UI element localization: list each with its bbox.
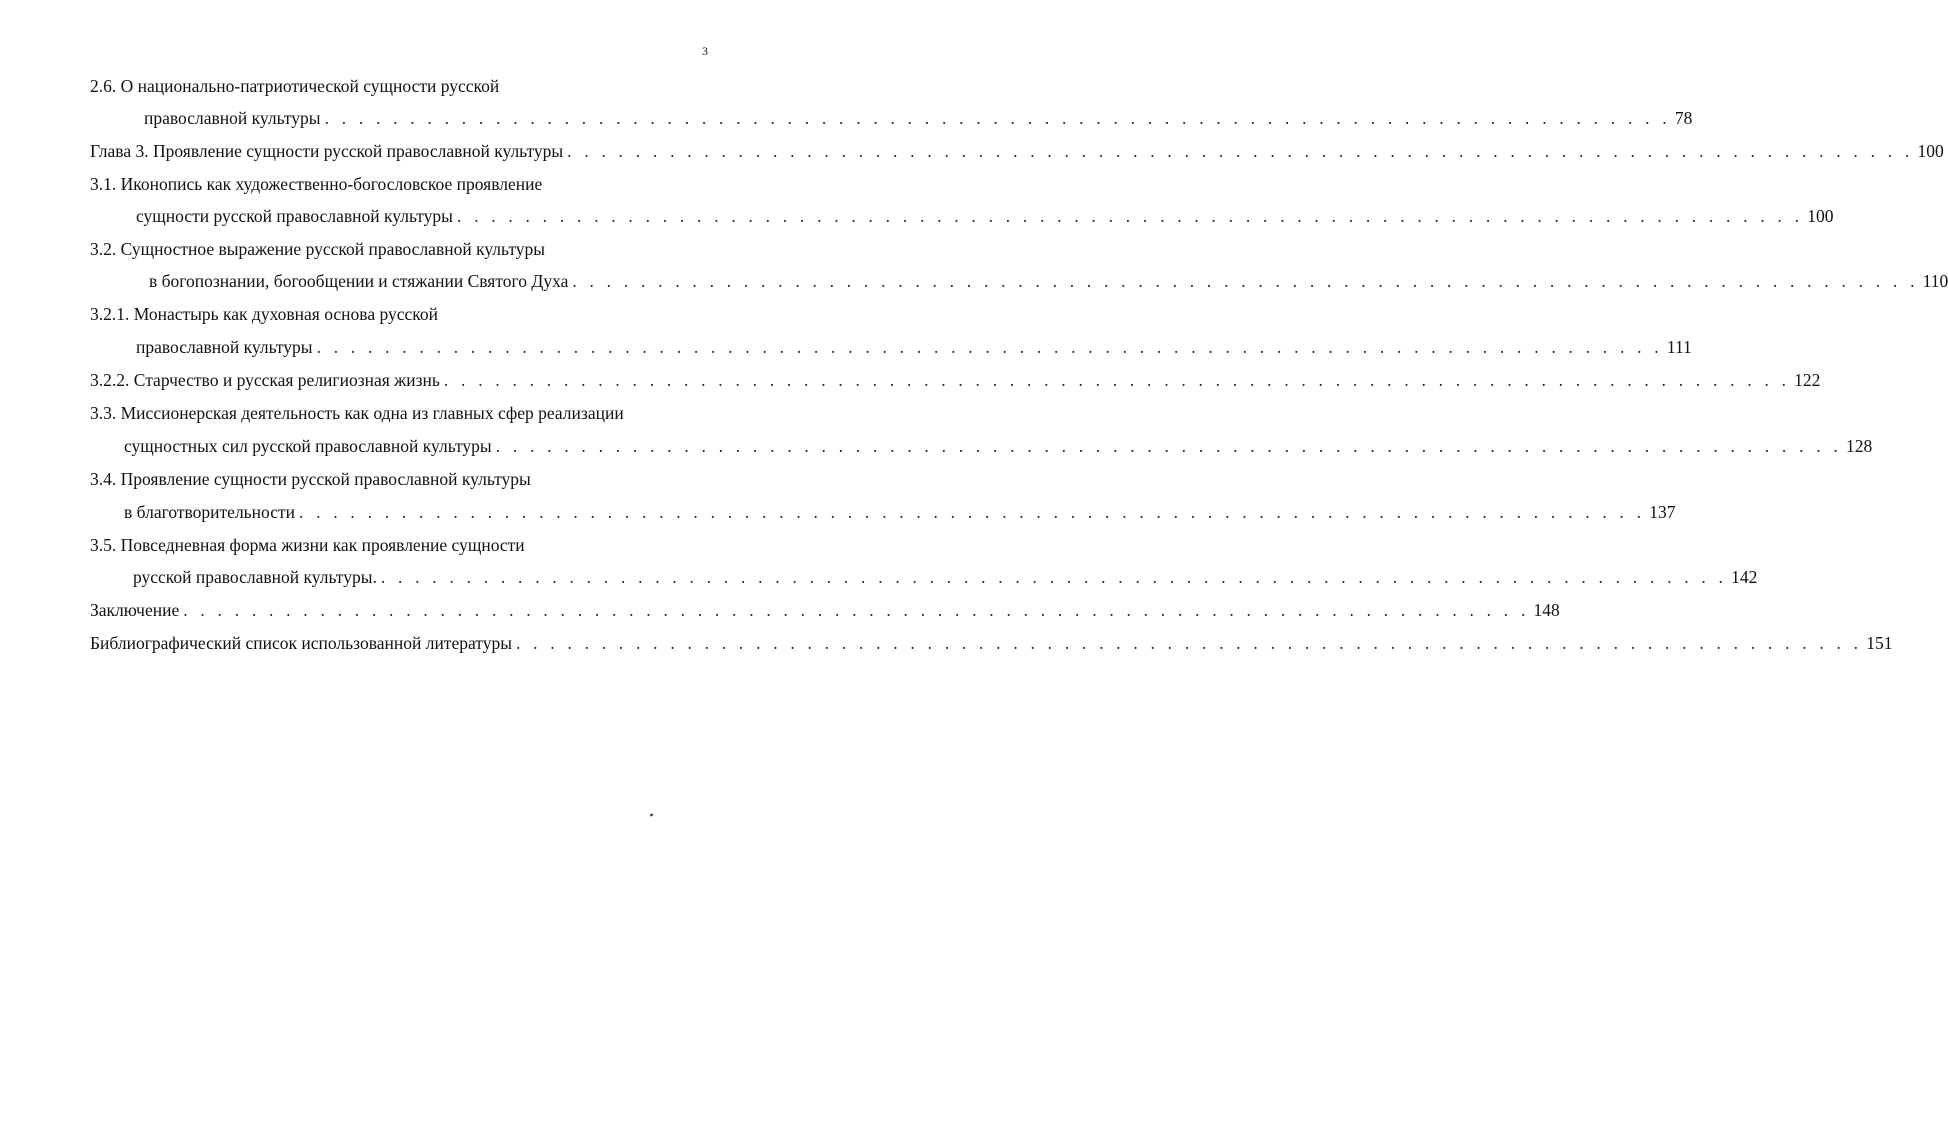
- toc-entry-row: [90, 599, 1560, 621]
- toc-entry-row: [90, 369, 1821, 391]
- dot-leader: . . . . . . . . . . . . . . . . . . . . . . . . . . . . . . . . . . . . . . . . . . . . . . . . . . . . . . . . . . . . . . . . . . . . . . . . . . . . . . .: [380, 567, 1728, 587]
- toc-entry-title: Заключение: [90, 600, 180, 620]
- toc-entry-title: 3.4. Проявление сущности русской православной культуры: [90, 469, 531, 489]
- toc-page-number: 148: [1533, 600, 1560, 620]
- toc-entry-title: 3.1. Иконопись как художественно-богословское проявление: [90, 174, 543, 194]
- toc-entry-title: 3.5. Повседневная форма жизни как проявление сущности: [90, 535, 525, 555]
- toc-entry-row: [124, 501, 1676, 523]
- toc-entry-row: [136, 336, 1692, 358]
- dot-leader: . . . . . . . . . . . . . . . . . . . . . . . . . . . . . . . . . . . . . . . . . . . . . . . . . . . . . . . . . . . . . . . . . . . . . . . . . . . . . . .: [183, 600, 1530, 620]
- toc-page-number: 128: [1845, 436, 1873, 456]
- dot-leader: . . . . . . . . . . . . . . . . . . . . . . . . . . . . . . . . . . . . . . . . . . . . . . . . . . . . . . . . . . . . . . . . . . . . . . . . . . . . . . .: [443, 370, 1791, 390]
- dot-leader: . . . . . . . . . . . . . . . . . . . . . . . . . . . . . . . . . . . . . . . . . . . . . . . . . . . . . . . . . . . . . . . . . . . . . . . . . . . . . . .: [324, 108, 1671, 128]
- toc-entry-row: [144, 107, 1693, 129]
- toc-entry-title-cont: православной культуры: [136, 337, 313, 357]
- toc-page-number: 151: [1866, 633, 1893, 653]
- toc-entry-title: 3.2.2. Старчество и русская религиозная жизнь: [90, 370, 440, 390]
- toc-entry-row: [133, 566, 1758, 588]
- toc-entry-title-cont: в благотворительности: [124, 502, 295, 522]
- toc-entry-title: Библиографический список использованной литературы: [90, 633, 512, 653]
- toc-entry-title: 3.2. Сущностное выражение русской православной культуры: [90, 239, 546, 259]
- toc-page-number: 122: [1794, 370, 1821, 390]
- dot-leader: . . . . . . . . . . . . . . . . . . . . . . . . . . . . . . . . . . . . . . . . . . . . . . . . . . . . . . . . . . . . . . . . . . . . . . . . . . . . . . .: [456, 206, 1804, 226]
- dot-leader: . . . . . . . . . . . . . . . . . . . . . . . . . . . . . . . . . . . . . . . . . . . . . . . . . . . . . . . . . . . . . . . . . . . . . . . . . . . . . . .: [495, 436, 1842, 456]
- toc-entry-title-cont: православной культуры: [144, 108, 321, 128]
- toc-entry-row: [124, 435, 1873, 457]
- page-number: 3: [702, 44, 708, 58]
- toc-entry-row: [90, 632, 1893, 654]
- dot-leader: . . . . . . . . . . . . . . . . . . . . . . . . . . . . . . . . . . . . . . . . . . . . . . . . . . . . . . . . . . . . . . . . . . . . . . . . . . . . . . .: [567, 141, 1914, 161]
- toc-page-number: 142: [1731, 567, 1758, 587]
- toc-page-number: 110: [1922, 271, 1948, 291]
- stray-mark: [650, 813, 654, 816]
- dot-leader: . . . . . . . . . . . . . . . . . . . . . . . . . . . . . . . . . . . . . . . . . . . . . . . . . . . . . . . . . . . . . . . . . . . . . . . . . . . . . . .: [298, 502, 1646, 522]
- dot-leader: . . . . . . . . . . . . . . . . . . . . . . . . . . . . . . . . . . . . . . . . . . . . . . . . . . . . . . . . . . . . . . . . . . . . . . . . . . . . . . .: [572, 271, 1919, 291]
- toc-entry-title-cont: сущностных сил русской православной культуры: [124, 436, 492, 456]
- toc-page-number: 100: [1917, 141, 1944, 161]
- toc-entry-row: [136, 205, 1834, 227]
- toc-entry-title: 2.6. О национально-патриотической сущности русской: [90, 76, 500, 96]
- dot-leader: . . . . . . . . . . . . . . . . . . . . . . . . . . . . . . . . . . . . . . . . . . . . . . . . . . . . . . . . . . . . . . . . . . . . . . . . . . . . . . .: [316, 337, 1663, 357]
- toc-entry-row: [149, 270, 1948, 292]
- toc-entry-title: 3.3. Миссионерская деятельность как одна из главных сфер реализации: [90, 403, 624, 423]
- toc-entry-title-cont: в богопознании, богообщении и стяжании Святого Духа: [149, 271, 569, 291]
- toc-page-number: 137: [1649, 502, 1676, 522]
- toc-entry-title: 3.2.1. Монастырь как духовная основа русской: [90, 304, 439, 324]
- toc-entry-title-cont: сущности русской православной культуры: [136, 206, 453, 226]
- toc-page-number: 78: [1674, 108, 1693, 128]
- toc-entry-title: Глава 3. Проявление сущности русской православной культуры: [90, 141, 564, 161]
- toc-page-number: 100: [1807, 206, 1834, 226]
- dot-leader: . . . . . . . . . . . . . . . . . . . . . . . . . . . . . . . . . . . . . . . . . . . . . . . . . . . . . . . . . . . . . . . . . . . . . . . . . . . . . . .: [515, 633, 1863, 653]
- toc-page-number: 111: [1666, 337, 1692, 357]
- toc-entry-title-cont: русской православной культуры.: [133, 567, 377, 587]
- toc-entry-row: [90, 140, 1944, 162]
